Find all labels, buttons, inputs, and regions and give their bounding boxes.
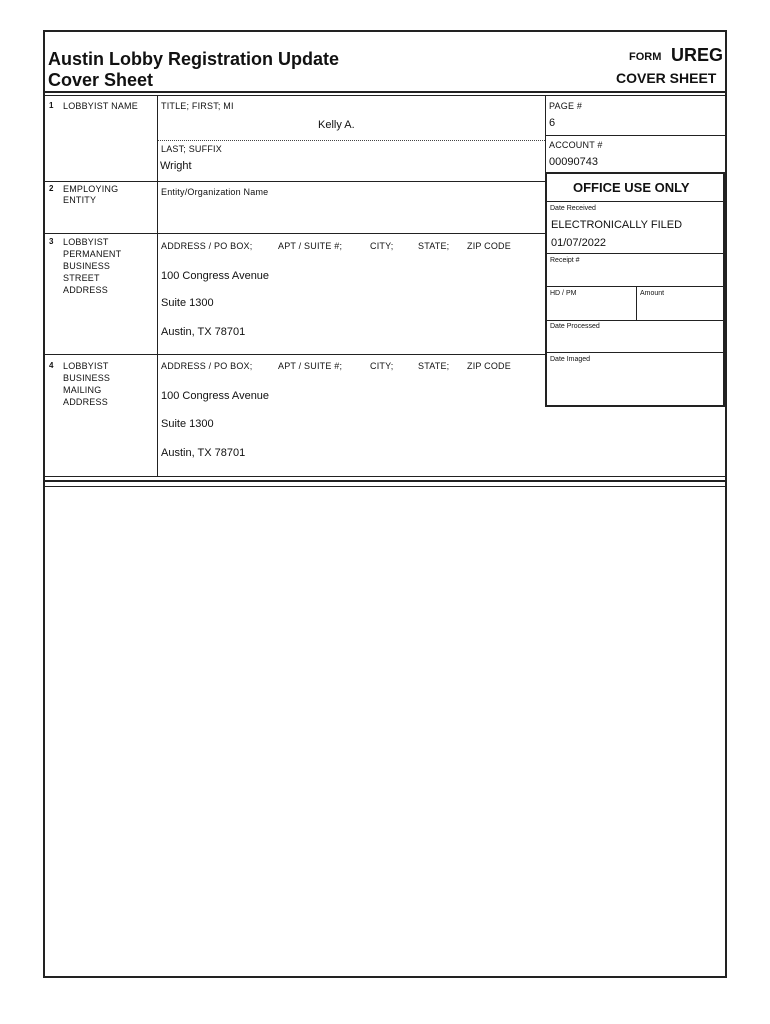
section4-number: 4 <box>49 361 54 370</box>
processed-divider <box>547 352 723 353</box>
first-name-label: TITLE; FIRST; MI <box>161 101 234 111</box>
section4-header-city: CITY; <box>370 361 394 371</box>
last-name-label: LAST; SUFFIX <box>161 144 222 154</box>
first-name-value: Kelly A. <box>318 119 355 131</box>
section4-header-suite: APT / SUITE #; <box>278 361 343 371</box>
page-account-divider <box>545 135 725 136</box>
section4-address-line2: Suite 1300 <box>161 418 214 430</box>
section4-address-line3: Austin, TX 78701 <box>161 447 246 459</box>
header-rule-top <box>45 91 725 93</box>
office-use-title: OFFICE USE ONLY <box>573 180 690 195</box>
date-received-date: 01/07/2022 <box>551 237 607 249</box>
label-column-divider <box>157 96 158 476</box>
form-code: UREG <box>671 45 724 65</box>
bottom-rule-mid <box>45 480 725 482</box>
amount-divider <box>547 320 723 321</box>
section1-label: LOBBYIST NAME <box>63 101 138 111</box>
date-received-status: ELECTRONICALLY FILED <box>551 219 683 231</box>
date-imaged-label: Date Imaged <box>550 356 591 363</box>
section3-header-state: STATE; <box>418 241 450 251</box>
name-dotted-separator <box>158 140 545 141</box>
section4-address-line1: 100 Congress Avenue <box>161 390 270 402</box>
section3-header-zip: ZIP CODE <box>467 241 511 251</box>
page-number-value: 6 <box>549 117 556 129</box>
section3-number: 3 <box>49 237 54 246</box>
section1-bottom-rule <box>45 181 545 182</box>
date-processed-label: Date Processed <box>550 323 600 330</box>
section3-header-address: ADDRESS / PO BOX; <box>161 241 253 251</box>
section4-label-2: BUSINESS <box>63 373 111 383</box>
page-number-label: PAGE # <box>549 101 583 111</box>
receipt-number-label: Receipt # <box>550 257 580 264</box>
section3-header-suite: APT / SUITE #; <box>278 241 343 251</box>
section2-bottom-rule <box>45 233 545 234</box>
receipt-divider <box>547 286 723 287</box>
right-column-divider <box>545 96 546 182</box>
account-number-label: ACCOUNT # <box>549 140 603 150</box>
section4-header-address: ADDRESS / PO BOX; <box>161 361 253 371</box>
date-received-label: Date Received <box>550 205 596 212</box>
section3-address-line1: 100 Congress Avenue <box>161 270 270 282</box>
entity-name-label: Entity/Organization Name <box>161 187 269 197</box>
section3-label-5: ADDRESS <box>63 285 108 295</box>
hdpm-amount-divider <box>636 286 637 320</box>
form-word: FORM <box>629 51 662 63</box>
section3-bottom-rule <box>45 354 545 355</box>
section1-number: 1 <box>49 101 54 110</box>
section3-header-city: CITY; <box>370 241 394 251</box>
section2-label-line1: EMPLOYING <box>63 184 119 194</box>
hd-pm-label: HD / PM <box>550 290 577 297</box>
section3-label-4: STREET <box>63 273 100 283</box>
section3-address-line2: Suite 1300 <box>161 297 214 309</box>
section4-label-4: ADDRESS <box>63 397 108 407</box>
last-name-value: Wright <box>160 160 192 172</box>
account-number-value: 00090743 <box>549 156 598 168</box>
section4-label-1: LOBBYIST <box>63 361 109 371</box>
section2-number: 2 <box>49 184 54 193</box>
header-rule-bottom <box>45 95 725 96</box>
bottom-rule-top <box>45 476 725 477</box>
office-title-divider <box>547 201 723 202</box>
form-title-line1: Austin Lobby Registration Update <box>48 49 340 69</box>
bottom-rule-low <box>45 486 725 487</box>
section4-header-state: STATE; <box>418 361 450 371</box>
form-title-line2: Cover Sheet <box>48 70 154 90</box>
section3-label-2: PERMANENT <box>63 249 122 259</box>
section3-label-3: BUSINESS <box>63 261 111 271</box>
amount-label: Amount <box>640 290 665 297</box>
date-received-divider <box>547 253 723 254</box>
section3-address-line3: Austin, TX 78701 <box>161 326 246 338</box>
section2-label-line2: ENTITY <box>63 195 97 205</box>
section3-label-1: LOBBYIST <box>63 237 109 247</box>
section4-header-zip: ZIP CODE <box>467 361 511 371</box>
section4-label-3: MAILING <box>63 385 102 395</box>
cover-sheet-label: COVER SHEET <box>616 70 717 86</box>
